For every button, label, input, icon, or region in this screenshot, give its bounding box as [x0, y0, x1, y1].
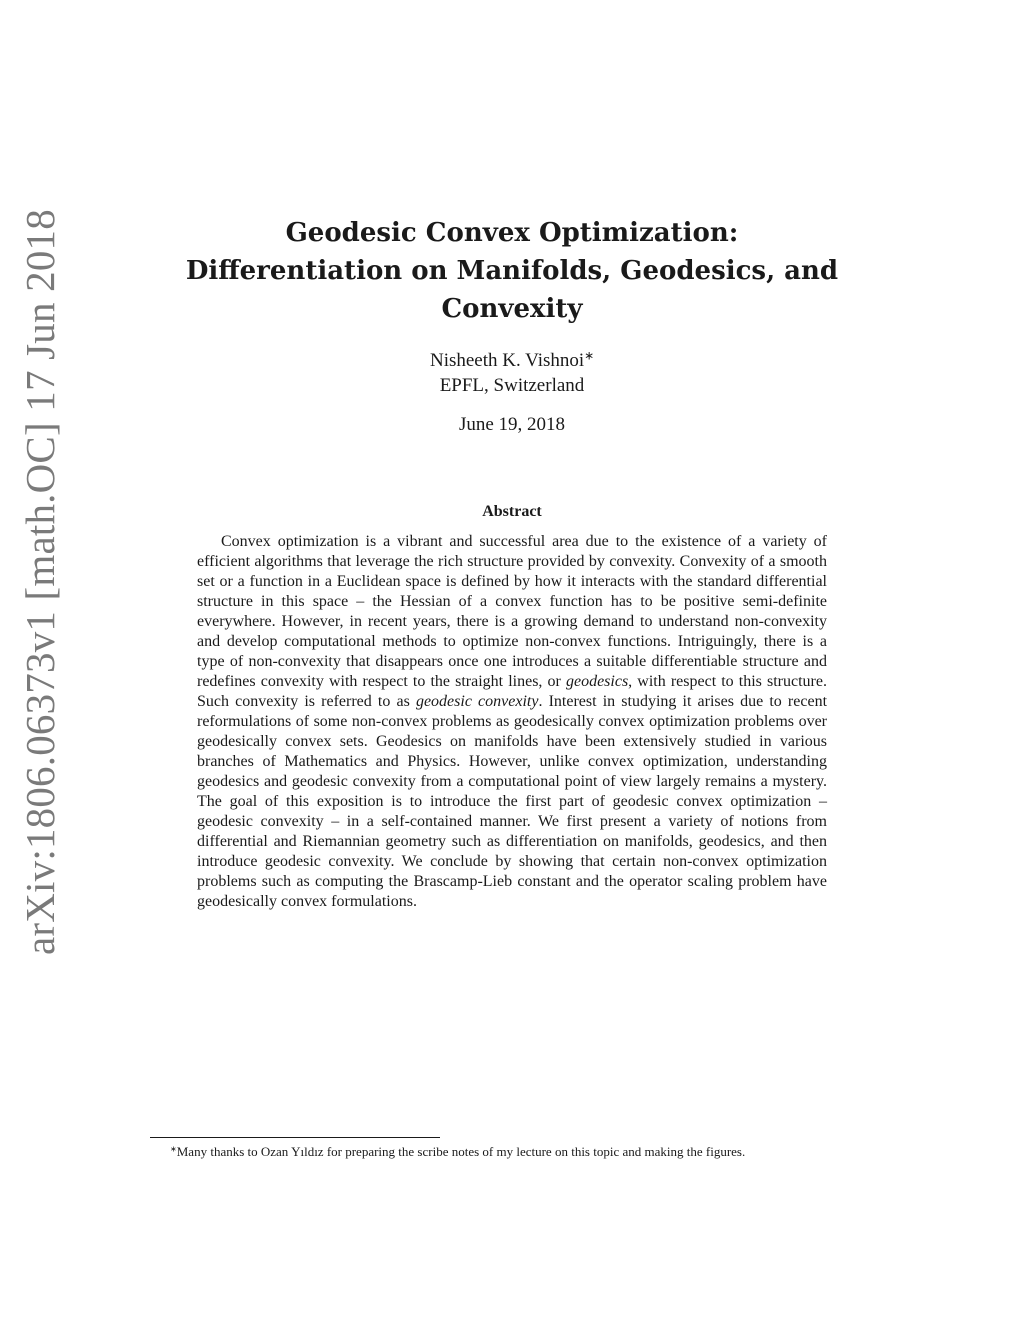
abstract-emphasis-geodesics: geodesics [565, 673, 629, 690]
abstract-heading: Abstract [482, 503, 542, 520]
paper-date: June 19, 2018 [458, 414, 566, 435]
footnote-text: Many thanks to Ozan Yıldız for preparing the scribe notes of my lecture on this topic and making the figures. [176, 1144, 746, 1159]
footnote-mark: ∗ [170, 1144, 177, 1154]
footnote-rule [150, 1137, 440, 1138]
abstract-text-part-2: , with respect to this structure. Such convexity is referred to as [197, 673, 827, 710]
abstract-text-part-3: . Interest in studying it arises due to recent reformulations of some non-convex problems as geodesically convex optimization problems over geodesically convex sets. Geodesics on manifolds have been extensively studied in various branches of Mathematics and Physics. However, unlike convex optimization, understanding geodesics and geodesic convexity from a computational point of view largely remains a mystery. The goal of this exposition is to introduce the first part of geodesic convex optimization – geodesic convexity – in a self-contained manner. We first present a variety of notions from differential and Riemannian geometry such as differentiation on manifolds, geodesics, and then introduce geodesic convexity. We conclude by showing that certain non-convex optimization problems such as computing the Brascamp-Lieb constant and the operator scaling problem have geodesically convex formulations. [197, 693, 828, 910]
author-footnote-mark: ∗ [584, 349, 595, 363]
footnote [150, 1143, 874, 1161]
abstract-text-part-1: Convex optimization is a vibrant and successful area due to the existence of a variety of efficient algorithms that leverage the rich structure provided by convexity. Convexity of a smooth set or a function in a Euclidean space is defined by how it interacts with the standard differential structure in this space – the Hessian of a convex function has to be positive semi-definite everywhere. However, in recent years, there is a growing demand to understand non-convexity and develop computational methods to optimize non-convex functions. Intriguingly, there is a type of non-convexity that disappears once one introduces a suitable differentiable structure and redefines convexity with respect to the straight lines, or [197, 533, 827, 690]
author-block [150, 348, 874, 398]
paper-title [150, 214, 874, 328]
author-line [150, 348, 874, 373]
abstract-body [197, 532, 827, 912]
author-name: Nisheeth K. Vishnoi [429, 350, 585, 371]
title-line-1: Geodesic Convex Optimization: [285, 218, 739, 248]
title-line-3: Convexity [441, 294, 583, 324]
abstract-emphasis-geodesic-convexity: geodesic convexity [415, 693, 539, 710]
title-line-2: Differentiation on Manifolds, Geodesics, and [185, 256, 839, 286]
author-affiliation: EPFL, Switzerland [439, 375, 585, 396]
arxiv-identifier-stamp: arXiv:1806.06373v1 [math.OC] 17 Jun 2018 [17, 209, 63, 955]
